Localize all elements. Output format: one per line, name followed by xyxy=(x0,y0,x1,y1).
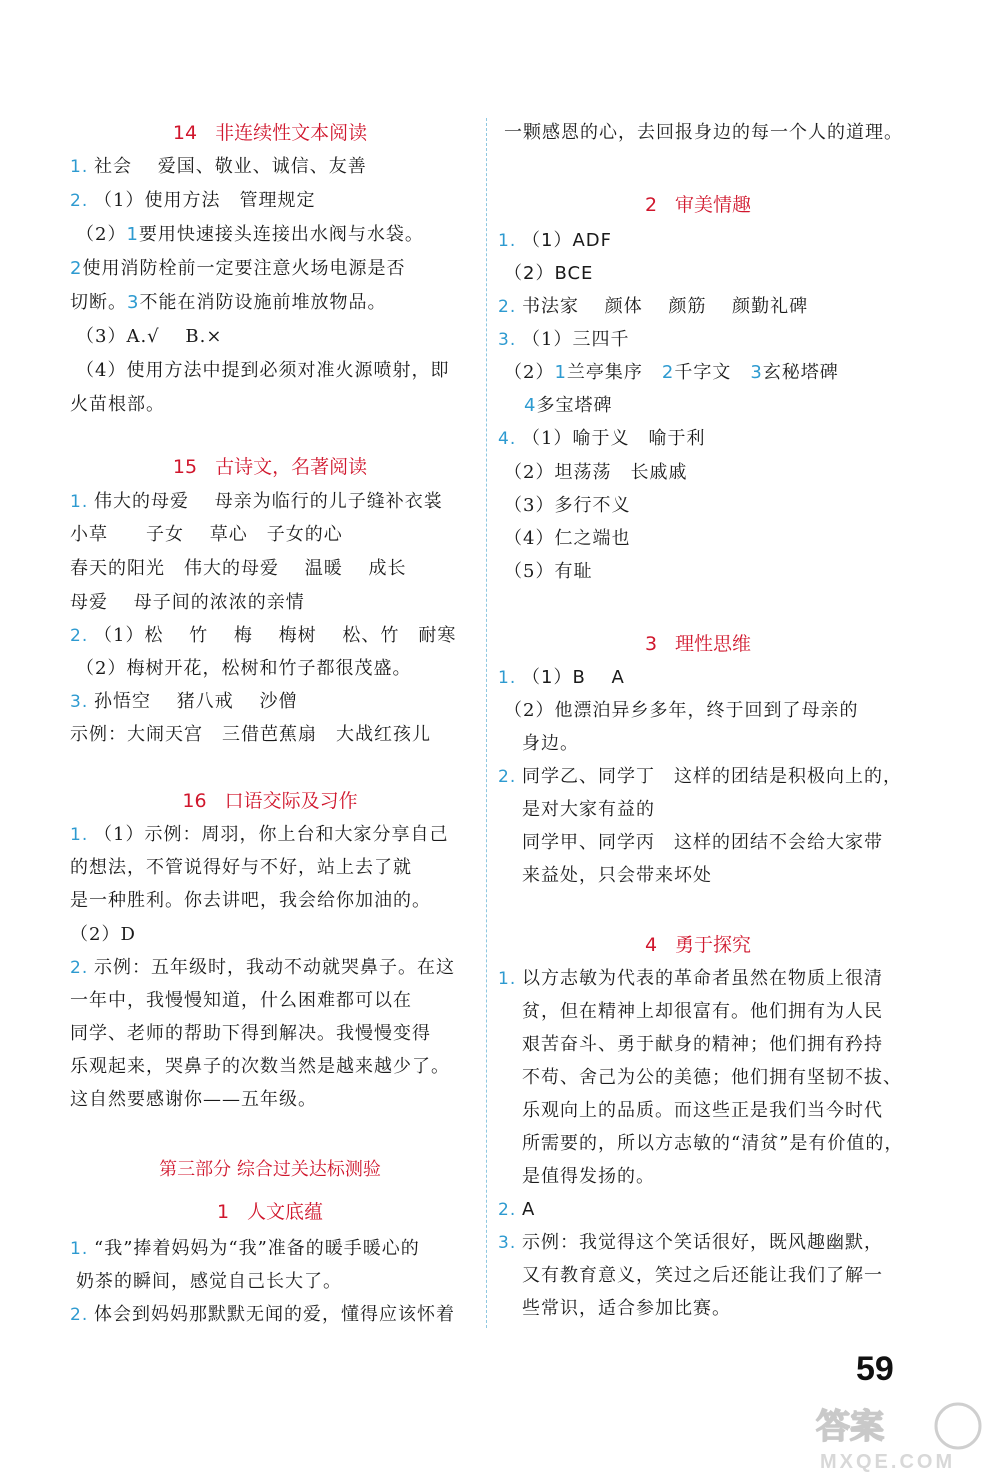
answer-line: 乐观起来，哭鼻子的次数当然是越来越少了。 xyxy=(70,1056,450,1077)
answer-line: 1. “我”捧着妈妈为“我”准备的暖手暖心的 xyxy=(70,1238,420,1259)
circled-number-marker: 2 xyxy=(661,362,675,383)
answer-line: （2）1兰亭集序 2千字文 3玄秘塔碑 xyxy=(504,362,839,383)
answer-line: 不苟、舍己为公的美德；他们拥有坚韧不拔、 xyxy=(522,1067,902,1088)
answer-line: （2）BCE xyxy=(504,263,594,284)
answer-line: 来益处，只会带来坏处 xyxy=(522,865,712,886)
circled-number-marker: 3 xyxy=(750,362,763,383)
section-2-heading: 2 审美情趣 xyxy=(644,194,752,216)
answer-line: 母爱 母子间的浓浓的亲情 xyxy=(70,592,305,613)
answer-line: 2. A xyxy=(498,1199,536,1220)
svg-text:MXQE.COM: MXQE.COM xyxy=(820,1451,956,1473)
page-number: 59 xyxy=(856,1350,894,1388)
answer-line: 一年中，我慢慢知道，什么困难都可以在 xyxy=(70,990,412,1011)
answer-line: 乐观向上的品质。而这些正是我们当今时代 xyxy=(522,1100,883,1121)
answer-line: 身边。 xyxy=(522,733,579,754)
answer-line: 春天的阳光 伟大的母爱 温暖 成长 xyxy=(70,558,407,579)
svg-text:答案: 答案 xyxy=(816,1407,884,1447)
answer-line: 2使用消防栓前一定要注意火场电源是否 xyxy=(70,258,406,279)
answer-line: （2）1要用快速接头连接出水阀与水袋。 xyxy=(76,224,424,245)
answer-line: （2）梅树开花，松树和竹子都很茂盛。 xyxy=(76,658,412,679)
answer-line: 又有教育意义，笑过之后还能让我们了解一 xyxy=(522,1265,883,1286)
answer-line: 同学、老师的帮助下得到解决。我慢慢变得 xyxy=(70,1023,431,1044)
answer-line: 切断。3不能在消防设施前堆放物品。 xyxy=(70,292,387,313)
answer-line: 一颗感恩的心，去回报身边的每一个人的道理。 xyxy=(504,122,903,143)
answer-line: 2. （1）松 竹 梅 梅树 松、竹 耐寒 xyxy=(70,625,457,646)
answer-line: （4）使用方法中提到必须对准火源喷射，即 xyxy=(76,360,450,381)
answer-line: （5）有耻 xyxy=(504,561,593,582)
answer-line: 小草 子女 草心 子女的心 xyxy=(70,524,343,545)
answer-line: 是值得发扬的。 xyxy=(522,1166,655,1187)
answer-line: 艰苦奋斗、勇于献身的精神；他们拥有矜持 xyxy=(522,1034,883,1055)
answer-line: 2. 体会到妈妈那默默无闻的爱，懂得应该怀着 xyxy=(70,1304,455,1325)
circled-number-marker: 1 xyxy=(126,224,139,245)
answer-line: 3. 示例：我觉得这个笑话很好，既风趣幽默， xyxy=(498,1232,883,1253)
part-3-heading: 第三部分 综合过关达标测验 xyxy=(159,1159,381,1180)
answer-line: 火苗根部。 xyxy=(70,394,165,415)
answer-line: 3. 孙悟空 猪八戒 沙僧 xyxy=(70,691,298,712)
answer-line: 1. 伟大的母爱 母亲为临行的儿子缝补衣裳 xyxy=(70,491,443,512)
column-divider xyxy=(486,118,487,1328)
section-15-heading: 15 古诗文，名著阅读 xyxy=(172,456,368,478)
answer-line: 所需要的，所以方志敏的“清贫”是有价值的， xyxy=(522,1133,904,1154)
answer-line: 1. 社会 爱国、敬业、诚信、友善 xyxy=(70,156,367,177)
answer-line: 2. （1）使用方法 管理规定 xyxy=(70,190,316,211)
section-16-heading: 16 口语交际及习作 xyxy=(182,790,358,812)
answer-line: 2. 示例：五年级时，我动不动就哭鼻子。在这 xyxy=(70,957,455,978)
answer-line: 是一种胜利。你去讲吧，我会给你加油的。 xyxy=(70,890,431,911)
answer-line: 2. 同学乙、同学丁 这样的团结是积极向上的， xyxy=(498,766,902,787)
circled-number-marker: 1 xyxy=(554,362,567,383)
section-3-heading: 3 理性思维 xyxy=(644,633,752,655)
answer-line: 3. （1）三四千 xyxy=(498,329,630,350)
circled-number-marker: 2 xyxy=(70,258,83,279)
circled-number-marker: 3 xyxy=(127,292,140,313)
section-1-heading: 1 人文底蕴 xyxy=(216,1201,324,1223)
answer-line: 的想法，不管说得好与不好，站上去了就 xyxy=(70,857,412,878)
answer-line: 些常识，适合参加比赛。 xyxy=(522,1298,731,1319)
answer-line: （3）A.√ B.× xyxy=(76,326,223,347)
answer-line: 贫，但在精神上却很富有。他们拥有为人民 xyxy=(522,1001,883,1022)
answer-line: 这自然要感谢你——五年级。 xyxy=(70,1089,317,1110)
answer-line: 4多宝塔碑 xyxy=(524,395,613,416)
answer-line: 1. 以方志敏为代表的革命者虽然在物质上很清 xyxy=(498,968,883,989)
section-4-heading: 4 勇于探究 xyxy=(644,934,752,956)
answer-line: 1. （1）ADF xyxy=(498,230,612,251)
answer-line: （2）D xyxy=(70,924,136,945)
answer-line: （4）仁之端也 xyxy=(504,528,631,549)
answer-line: 2. 书法家 颜体 颜筋 颜勤礼碑 xyxy=(498,296,809,317)
answer-line: 是对大家有益的 xyxy=(522,799,655,820)
answer-line: 同学甲、同学丙 这样的团结不会给大家带 xyxy=(522,832,883,853)
watermark-logo xyxy=(808,1398,998,1476)
answer-line: 1. （1）示例：周羽，你上台和大家分享自己 xyxy=(70,824,449,845)
answer-line: （3）多行不义 xyxy=(504,495,631,516)
answer-line: （2）他漂泊异乡多年，终于回到了母亲的 xyxy=(504,700,859,721)
answer-line: 1. （1）B A xyxy=(498,667,625,688)
answer-line: 4. （1）喻于义 喻于利 xyxy=(498,428,706,449)
section-14-heading: 14 非连续性文本阅读 xyxy=(172,122,368,144)
answer-line: 奶茶的瞬间，感觉自己长大了。 xyxy=(76,1271,342,1292)
answer-line: （2）坦荡荡 长戚戚 xyxy=(504,462,688,483)
circled-number-marker: 4 xyxy=(524,395,537,416)
answer-line: 示例：大闹天宫 三借芭蕉扇 大战红孩儿 xyxy=(70,724,431,745)
